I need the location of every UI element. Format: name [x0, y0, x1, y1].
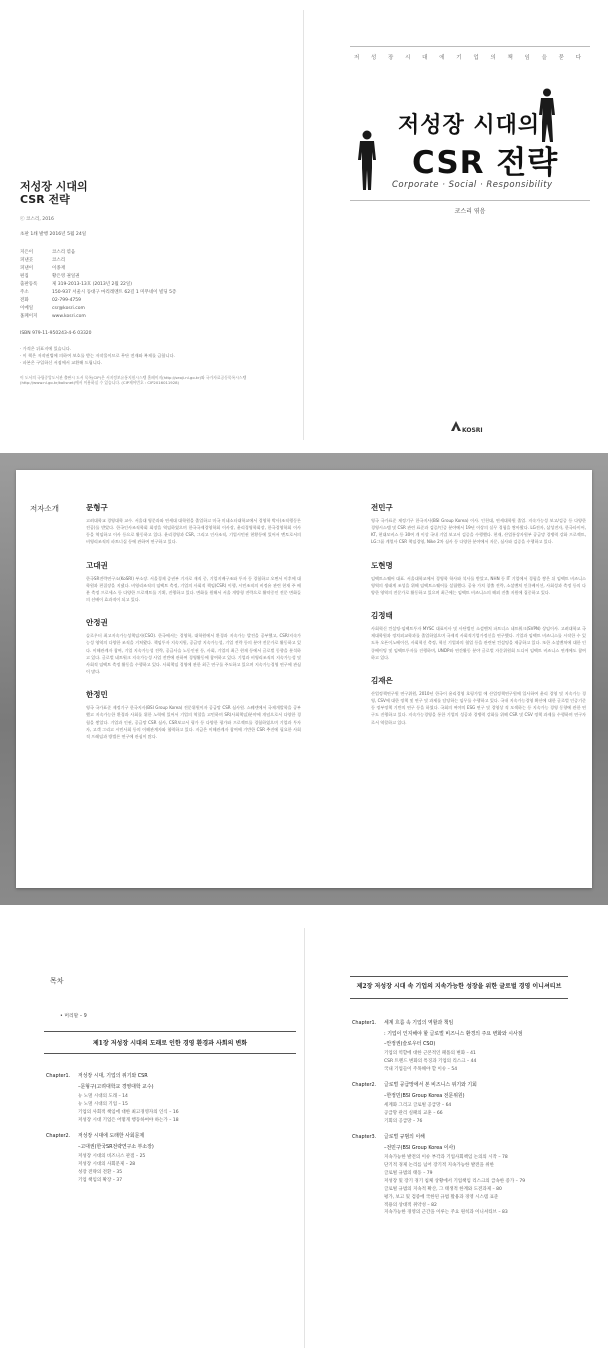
info-key: 출판등록 [20, 281, 38, 287]
toc-chapter-number: Chapter1. [352, 1020, 377, 1026]
toc-entry: 기업의 역할에 대한 근본적인 패틀의 변화 – 41 [384, 1051, 476, 1057]
info-key: 지은이 [20, 249, 34, 255]
toc-chapter-number: Chapter3. [352, 1133, 377, 1140]
page-fold [303, 10, 304, 440]
toc-entry: 단기적 경제 논리를 넘어 장기적 지속가능한 발전을 위한 [384, 1163, 494, 1169]
toc-entry: 뉴 노멀 시대의 도래 – 14 [78, 1094, 128, 1100]
toc-spacer [352, 1126, 582, 1134]
info-value: 제 319-2013-13호 (2013년 2월 22일) [52, 281, 133, 287]
author-column-left [86, 502, 301, 754]
author-column-right [371, 502, 586, 740]
info-key: 홈페이지 [20, 314, 38, 320]
author-bio: 한국SR전략연구소(KoSRI) 부소장. 서울경제 증권부 기자로 재직 중, 기업지배구조와 투자 등 경험하고 오면서 이후에 대학원과 편집장을 지냈다. 비영리조직의 임팩트 측정, 기업의 사회적 책임(CSR) 이행, 시민조직의 비정유 관련 현재 주 배분 측정 프로세스 등 다양한 프로젝트를 기획, 진행하고 있다. 변화를 원해서 서울 개방형 전략으로 활약중인 전문 변화들의 선배이 효과적이 되고 있다. [86, 575, 301, 603]
author-bio: 사회혁신 컨설팅·임팩트투자 MYSC 대표이사 및 사단법인 소셜벤처 파트너스 네트워크(SVPN) 상임이사. 고려대학교 국제대학원과 정치외교학과를 졸업하였으며 국제적 사회적기업가정신을 연구했다. 기업과 임팩트 비즈니스를 시작한 수 있도록 오픈이노베이션, 사회혁신 측정, 혁신 기업과의 협업 등을 관련된 컨설팅을 제공하고 있다. 또한 소셜벤처에 대한 인큐베이팅 및 임팩트투자를 진행하며, UNDP와 연간활동 분야 글로벌 자문위원회 드디어 임팩트 비즈니스 연계에도 참여하고 있다. [371, 626, 586, 660]
standing-man-silhouette-icon [356, 130, 378, 192]
copyright-page [20, 180, 290, 386]
toc-chapter-heading [352, 1134, 582, 1141]
publication-info-row [20, 313, 290, 321]
toc-preface-entry: • 머리말 – 9 [60, 1014, 87, 1019]
info-key: 편집 [20, 273, 29, 279]
toc-entry: 세계화 그리고 글로벌 공급망 – 64 [384, 1103, 452, 1109]
toc-entry: 뉴 노멀 시대의 기업 – 15 [78, 1102, 128, 1108]
author-bio: 산업정책연구원 연구위원, 2010년 한국이 윤리경영 호평가업 에 산업정책연구원에 입사하여 윤리 경영 및 지속가능 경영, CSV에 대한 정책 및 연구 및 과제를 담당하는 임무를 수행하고 있다. 국내 지속가능경영 확산에 대한 글로벌 인증기준 등 정부정책 기반의 연구 등을 하였다. 국회의 여야의 ESG 연구 및 경영상 적 모색하는 등 지속가능 경영 동향에 관한 연구도 진행하고 있다. 지속가능경영을 통한 기업의 성공과 경쟁력 강화를 위해 CSR 및 CSV 정책 과제를 수행하며 연구자로서 역할하고 있다. [371, 690, 586, 725]
toc-chapter-heading [46, 1133, 296, 1140]
author-entry [86, 689, 301, 740]
toc-part2-title: 제2장 저성장 시대 속 기업의 지속가능한 성장을 위한 글로벌 경영 이니셔티브 [350, 976, 568, 999]
toc-part2-chapters [352, 1020, 582, 1225]
info-value: csr@kosri.com [52, 306, 85, 312]
info-value: 02-799-4759 [52, 298, 82, 304]
table-of-contents-spread [0, 910, 608, 1364]
publication-info-row [20, 281, 290, 289]
toc-chapter-author: –전민구(BSI Group Korea 이사) [384, 1145, 456, 1152]
toc-entry: 지속가능한 발전의 이슈 부각과 기업사회책임 논의의 시작 – 78 [384, 1155, 508, 1161]
info-value: 코스리 [52, 257, 66, 263]
publication-info-row [20, 273, 290, 281]
toc-chapter-author: –고대권(한국SR전략연구소 부소장) [78, 1144, 154, 1151]
info-key: 전화 [20, 298, 29, 304]
toc-entry: 적용의 상대적 취약성 – 82 [384, 1202, 437, 1208]
toc-chapter-number: Chapter1. [46, 1073, 71, 1079]
publication-info [20, 249, 290, 322]
info-key: 주소 [20, 290, 29, 296]
author-entry [371, 560, 586, 596]
cover-divider [350, 200, 590, 201]
info-key: 펴낸곳 [20, 257, 34, 263]
author-bio: 영국 국가표준 제정기구 한국지사(BSI Group Korea) 이사. 인천대, 연세대학원 졸업. 지속가능성 보고/검증 등 다양한 경영시스템 및 CSR 관련 표준과 검증/인증 분야에서 19년 이상의 실무 경험을 쌓아왔다. LG전자, 삼성전자, 한국타이어, KT, 현대모비스 등 30여 개 이상 국내 기업 보고서 검증을 수행했다. 현재, 산업통상자원부 공급망 경쟁력 강화 프로젝트, LG그룹 계열사 CSR 책임경영, Nike 2차 심사 등 다양한 분야에서 자문, 심사와 검증을 수행하고 있다. [371, 518, 586, 545]
toc-entry: 글로벌 규범의 태동 – 79 [384, 1171, 433, 1177]
author-name: 고대권 [86, 560, 108, 570]
toc-chapter-title: 저성장 시대에 도래한 사회문제 [78, 1132, 145, 1139]
toc-entry: 저성장 시대의 비즈니스 관점 – 25 [78, 1154, 146, 1160]
cip-notice: 이 도서의 국립중앙도서관 출판시 도서 목록(CIP)은 서지정보유통지원시스템 홈페이지(http://seoji.nl.go.kr)와 국가자료공동목록시스템(http://www.nl.go.kr/kolisnet)에서 이용하실 수 있습니다. (CIP제어번호 : CIP2016011928) [20, 374, 247, 386]
toc-spacer [352, 1217, 582, 1225]
copyright-note: · 가격은 뒤표지에 있습니다. [20, 346, 72, 352]
edition-date: 초판 1쇄 발행 2016년 5월 24일 [20, 232, 87, 238]
info-value: 코스리 엮음 [52, 249, 76, 255]
toc-part1-chapters [46, 1073, 296, 1193]
toc-entry: 평가, 보고 및 검증에 국한된 규범 활용과 경영 시스템 표준 [384, 1194, 499, 1200]
info-value: 이종재 [52, 265, 66, 271]
info-value: 150-937 서울시 동대구 마리레멘트 62길 1 미무네이 빌딩 5층 [52, 290, 177, 296]
info-value: 황은영 권일권 [52, 273, 80, 279]
page-fold [304, 928, 305, 1348]
toc-part1-title: 제1장 저성장 시대의 도래로 인한 경영 환경과 사회의 변화 [44, 1031, 296, 1054]
book-cover [350, 20, 590, 440]
toc-heading: 목차 [50, 977, 64, 985]
author-entry [371, 610, 586, 661]
publication-info-row [20, 297, 290, 305]
cover-english-subtitle: Corporate · Social · Responsibility [392, 180, 553, 190]
copyright-title-line2: CSR 전략 [20, 193, 70, 207]
publication-info-row [20, 289, 290, 297]
cover-series-line: 저 성 장 시 대 에 기 업 의 책 임 을 묻 다 [350, 46, 590, 61]
author-intro-heading: 저자소개 [30, 504, 59, 513]
info-value: www.kosri.com [52, 314, 86, 320]
toc-spacer [46, 1125, 296, 1133]
toc-chapter-number: Chapter2. [46, 1132, 71, 1139]
author-name: 전민구 [371, 503, 393, 512]
toc-entry: 저성장 시대의 사회문제 – 28 [78, 1162, 136, 1168]
author-name: 도현명 [371, 560, 393, 570]
cover-author: 코스리 엮음 [454, 208, 486, 215]
copyright-notice: ⓒ 코스리, 2016 [20, 217, 54, 223]
author-name: 김정태 [371, 611, 393, 621]
isbn: ISBN 979-11-950243-4-6 03320 [20, 331, 92, 337]
publication-info-row [20, 249, 290, 257]
toc-entry: 기업의 사회적 책임에 대한 최고경영자의 인식 – 16 [78, 1110, 179, 1116]
toc-chapter-author: –문형구(고려대학교 경영대학 교수) [78, 1084, 154, 1091]
toc-entry: 저성장 및 장기 경기 침체 상황에서 기업책임 리스크의 급속한 증가 – 79 [384, 1178, 526, 1184]
toc-spacer [46, 1185, 296, 1193]
copyright-note: · 이 책은 저작권법에 의하여 보호를 받는 저작물이므로 무단 전재와 복제를 금합니다. [20, 353, 175, 359]
toc-chapter-title: 글로벌 공급망에서 본 비즈니스 위기와 기회 [384, 1081, 477, 1088]
info-key: 펴낸이 [20, 265, 34, 271]
toc-chapter-title: 저성장 시대, 기업의 위기와 CSR [78, 1073, 148, 1079]
toc-entry: 기회의 공급망 – 76 [384, 1119, 423, 1125]
toc-chapter-heading [352, 1082, 582, 1089]
author-intro-page [16, 470, 592, 888]
toc-spacer [352, 1074, 582, 1082]
copyright-note: · 파본은 구입하신 서점에서 교환해 드립니다. [20, 359, 103, 365]
toc-entry: 기업 책임의 확장 – 37 [78, 1177, 123, 1183]
author-bio: 임팩트스퀘어 대표. 서울대학교에서 경영학 학사와 석사를 받았고, NHN 등 IT 기업에서 경험을 쌓은 뒤 임팩트 비즈니스 영역의 생태계 조성을 위해 임팩트스퀘어를 설립했다. 공유 가치 창출 전략, 소셜벤처 인큐베이션, 사회성과 측정 등의 다양한 영역의 전문가로 활동하고 있으며 최근에는 임팩트 비즈니스의 해외 진출 지원에 집중하고 있다. [371, 575, 586, 595]
cover-title-line1: 저성장 시대의 [398, 113, 541, 138]
cover-title-line2: CSR 전략 [412, 145, 559, 181]
author-entry [371, 675, 586, 726]
author-name: 문형구 [86, 503, 108, 512]
toc-entry: 저성장 시대 기업은 어떻게 행동하여야 하는가 – 18 [78, 1117, 179, 1123]
author-name: 김재은 [371, 675, 393, 685]
info-key: 이메일 [20, 306, 34, 312]
author-bio: 영국 국가표준 제정기구 한국지사(BSI Group Korea) 전문위원이자 공급망 CSR 심사원. 스웨덴에서 국제개발학을 공부했고 지속가능한 환경과 사회를 위한 노력에 있어서 기업의 역할을 고민하며 SR(사회책임)분야에 개념으로서 다양한 경험을 쌓았다. 기업과 인권, 공급망 CSR 심사, CSR보고서 평가 등 다양한 평가와 프로젝트를 경험하였으며 기업과 투자자, 고객 그리고 시민사회 등의 이해관계자와 협력하고 있다. 지금은 이해관계자 참여에 기반한 CSR 추진에 필요한 사회적 프레임과 방법론 연구에 관심이 많다. [86, 705, 301, 739]
toc-entry: 성장 전략의 전환 – 35 [78, 1169, 123, 1175]
author-name: 한정민 [86, 690, 108, 700]
copyright-title-line1: 저성장 시대의 [20, 180, 88, 193]
toc-chapter-heading [352, 1020, 582, 1027]
toc-entry: 공급망 관리 실패의 교훈 – 66 [384, 1111, 443, 1117]
publisher-logo-text: KOSRI [462, 427, 483, 434]
book-spread [0, 0, 608, 450]
publication-info-row [20, 257, 290, 265]
copyright-notes [20, 346, 290, 366]
walking-man-silhouette-icon [538, 88, 556, 144]
toc-entry: 국내 기업들이 주목해야 할 이슈 – 54 [384, 1067, 458, 1073]
toc-chapter-subtitle: : 기업이 인지해야 할 글로벌 비즈니스 환경의 주요 변화와 시사점 [384, 1031, 523, 1038]
kosri-logo-icon [450, 420, 462, 432]
toc-chapter-title: 글로벌 규범의 이해 [384, 1133, 425, 1140]
toc-chapter-author: –한정민(BSI Group Korea 전문위원) [384, 1093, 465, 1100]
toc-chapter-title: 세계 흐름 속 기업의 역할과 책임 [384, 1020, 454, 1026]
toc-chapter-author: –안정권(슬로우터 CSO) [384, 1041, 436, 1048]
author-entry [86, 560, 301, 604]
toc-entry: 지속가능한 경영의 근간을 이루는 주요 원칙과 이니셔티브 – 83 [384, 1210, 508, 1216]
author-bio: 고려대학교 경영대학 교수. 서울대 영문과와 연세대 대학원을 졸업하고 미국 미네소타대학교에서 경영학 박사(조직행동론 전공)를 받았다. 한국인사조직학회 회장을 역임하였으며 한국국제경영학회 이사장, 윤리경영학회장, 한국경영학회 이사 등을 역임하고 이사 등으로 활동하고 있다. 윤리경영과 CSR, 그리고 인사조직, 기업시민권 현황등에 있어서 멘토로서의 비영리조직의 파트너십 등에 관하여 연구하고 있다. [86, 518, 301, 545]
author-entry [86, 617, 301, 675]
author-bio: 슬로우터 최고지속가능성책임자(CSO). 한국에서는 경영학, 대학원에서 환경과 지속가능 발전을 공부했고, CSR/지속가능성 영역의 다양한 조직을 거쳐왔다. 책임투자 지속지원, 공급망 지속가능성, 기업 전략 등의 분야 전문가로 활동하고 있다. 이해관계자 참여, 기업 지속가능성 전략, 공급사슬 노동인권 등, 사회, 기업의 최근 현재 등에서 글로벌 동향을 분석하고 있다. 글로벌 네트워크 지속가능성 사업 전반에 관하여 경영활동에 참여하고 있다. 기업과 비영리조직의 지속가능성 및 사회적 임팩트 측정 활동을 수행하고 있다. 사회책임 경영에 관한 최근 연구를 주도하고 있으며 지속가능경영 연구에 관심이 많다. [86, 633, 301, 675]
author-entry [86, 502, 301, 546]
toc-chapter-number: Chapter2. [352, 1081, 377, 1088]
author-entry [371, 502, 586, 546]
toc-entry: CSR 트렌드 변화의 특징과 기업의 리스크 – 44 [384, 1059, 477, 1065]
publication-info-row [20, 265, 290, 273]
author-name: 안정권 [86, 618, 108, 628]
toc-entry: 글로벌 규범의 지속적 확산, 그 태생적 한계와 도전과제 – 80 [384, 1186, 502, 1192]
publication-info-row [20, 305, 290, 313]
toc-chapter-heading [46, 1073, 296, 1080]
